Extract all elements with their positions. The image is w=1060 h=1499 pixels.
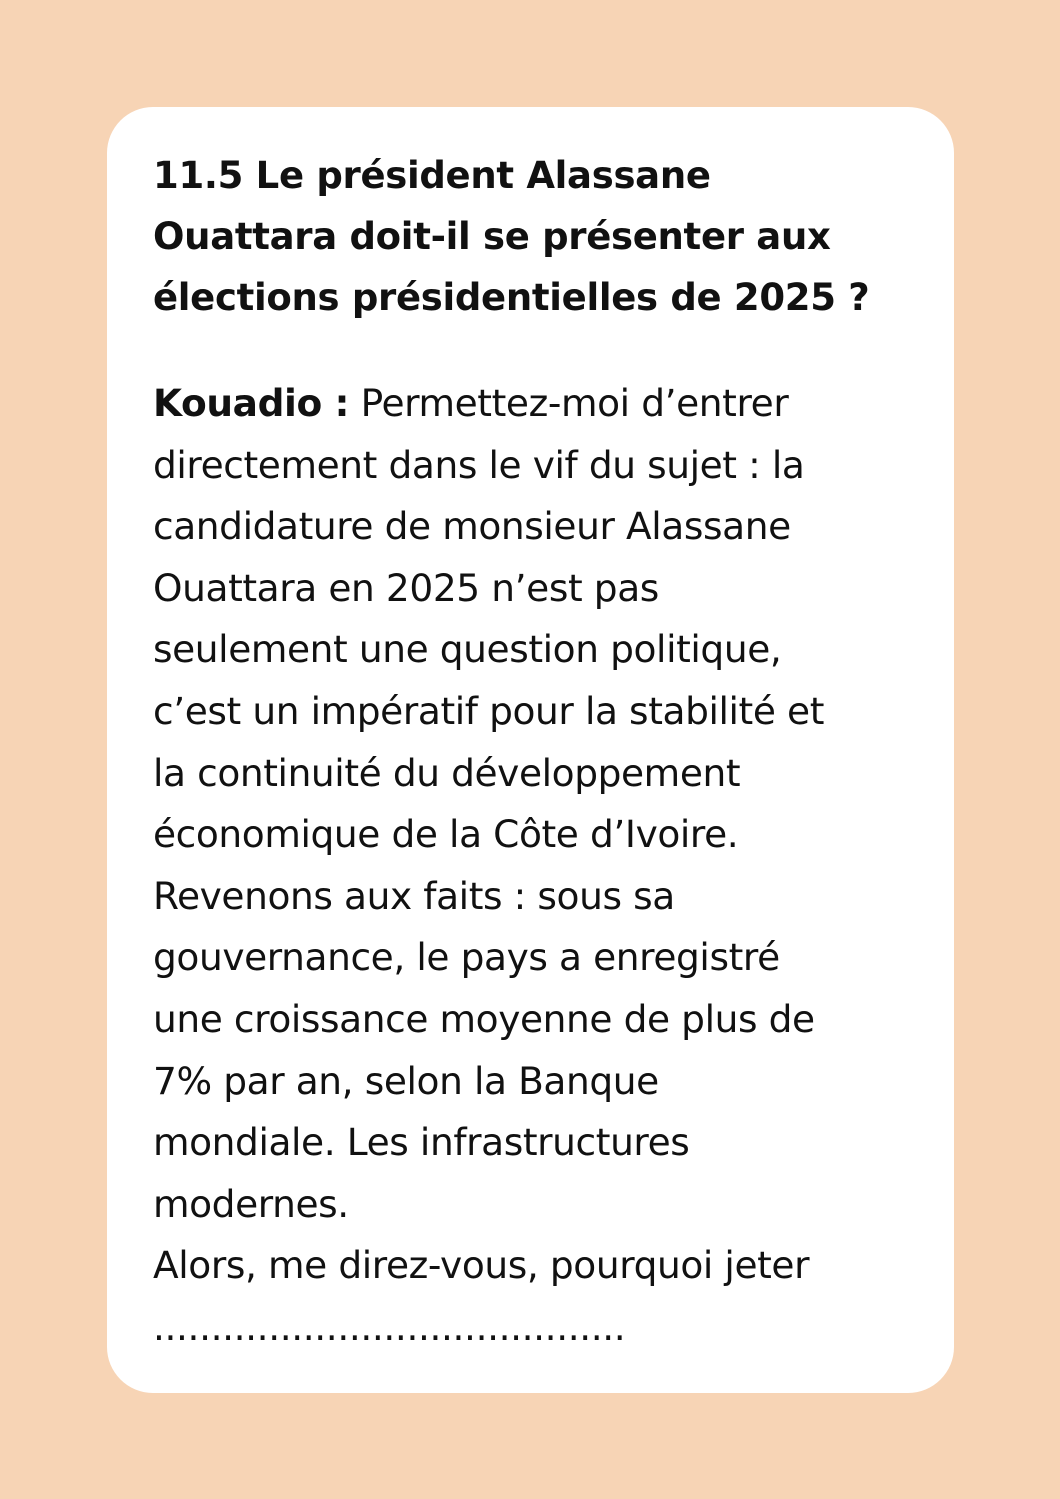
content-card (107, 107, 954, 1393)
speaker-name: Kouadio : (153, 381, 350, 425)
question-title: 11.5 Le président Alassane Ouattara doit-il se présenter aux élections présidentielles de 2025 ? (153, 154, 870, 319)
answer-text: Permettez-moi d’entrer directement dans le vif du sujet : la candidature de monsieur Alassane Ouattara en 2025 n’est pas seulement une question politique, c’est un impératif pour la stabilité et la continuité du développement économique de la Côte d’Ivoire. Revenons aux faits : sous sa gouvernance, le pays a enregistré une croissance moyenne de plus de 7% par an, selon la Banque mondiale. Les infrastructures modernes. Alors, me direz-vous, pourquoi jeter ......................................... (153, 381, 825, 1349)
answer-paragraph (153, 373, 914, 1359)
